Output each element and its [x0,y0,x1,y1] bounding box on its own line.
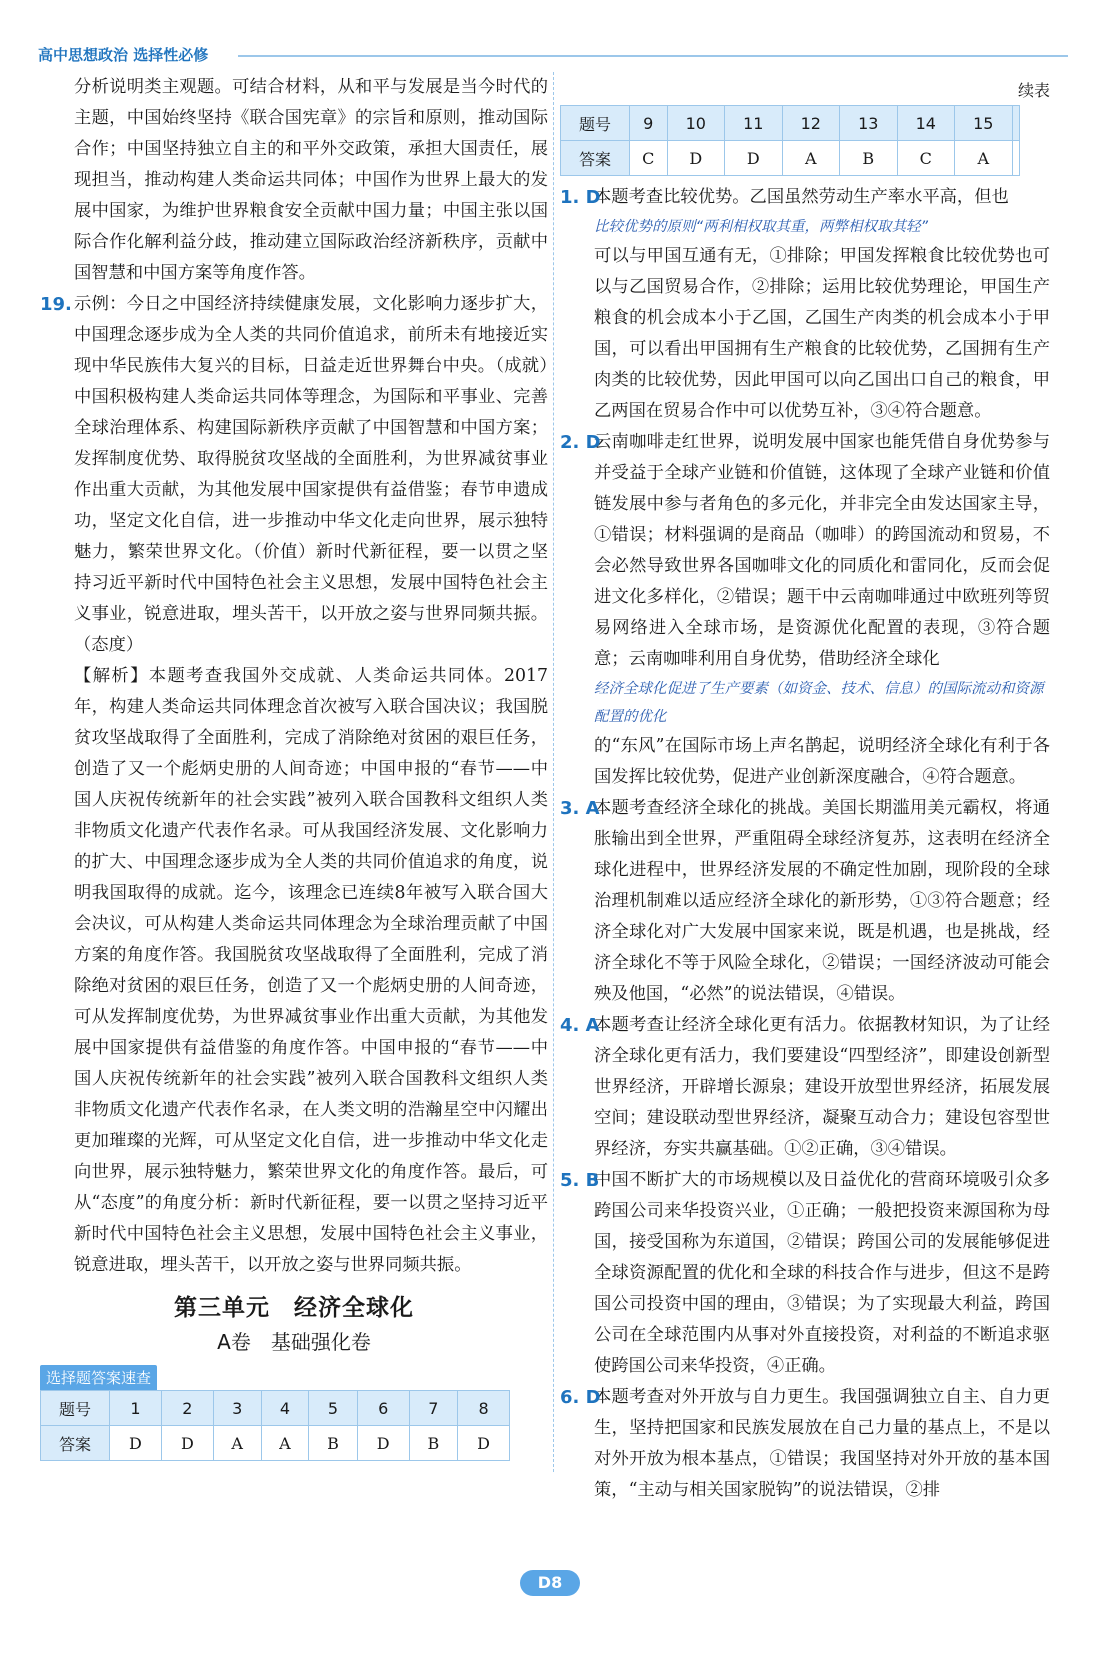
table-header-cell: 答案 [41,1426,110,1461]
table-cell: D [161,1426,213,1461]
table-cell: A [782,141,840,176]
table-cell: 3 [213,1391,261,1426]
table-cell: 12 [782,106,840,141]
q19-number: 19. [40,294,72,315]
table-row [561,106,1020,141]
column-divider [553,72,554,1472]
answer-number: 6. D [560,1387,601,1408]
table-cell: C [897,141,955,176]
table-cell: C [630,141,668,176]
answer-text: 本题考查经济全球化的挑战。美国长期滥用美元霸权，将通胀输出到全世界，严重阻碍全球经济复苏，这表明在经济全球化进程中，世界经济发展的不确定性加剧，现阶段的全球治理机制难以适应经济全球化的新形势，①③符合题意；经济全球化对广大发展中国家来说，既是机遇，也是挑战，经济全球化不等于风险全球化，②错误；一国经济波动可能会殃及他国，“必然”的说法错误，④错误。 [594,798,1050,1004]
answer-number: 5. B [560,1170,600,1191]
answer-item-6 [560,1382,1050,1506]
continued-table-label: 续表 [1017,81,1050,100]
handwritten-note: 经济全球化促进了生产要素（如资金、技术、信息）的国际流动和资源配置的优化 [594,681,1044,725]
right-column [560,78,1050,1506]
answer-number: 2. D [560,432,601,453]
table-cell: B [409,1426,457,1461]
table-cell: D [357,1426,409,1461]
table-cell: 8 [458,1391,510,1426]
table-cell: D [667,141,725,176]
table-cell: 14 [897,106,955,141]
answer-item-5 [560,1165,1050,1382]
table-row [41,1426,510,1461]
table-cell: D [725,141,783,176]
q19-text: 示例：今日之中国经济持续健康发展，文化影响力逐步扩大，中国理念逐步成为全人类的共同价值追求，前所未有地接近实现中华民族伟大复兴的目标，日益走近世界舞台中央。（成就）中国积极构建人类命运共同体等理念，为国际和平事业、完善全球治理体系、构建国际新秩序贡献了中国智慧和中国方案；发挥制度优势、取得脱贫攻坚战的全面胜利，为世界减贫事业作出重大贡献，为其他发展中国家提供有益借鉴；春节申遗成功，坚定文化自信，进一步推动中华文化走向世界，展示独特魅力，繁荣世界文化。（价值）新时代新征程，要一以贯之坚持习近平新时代中国特色社会主义思想，发展中国特色社会主义事业，锐意进取，埋头苦干，以开放之姿与世界同频共振。（态度） [74,294,548,655]
table-cell [1012,106,1019,141]
table-cell: D [110,1426,162,1461]
answer-item-1 [560,182,1050,427]
table-cell: 15 [955,106,1013,141]
table-cell: 4 [261,1391,309,1426]
page-header [38,44,1068,66]
unit-title: 第三单元 经济全球化 [174,1295,414,1321]
answer-text: 中国不断扩大的市场规模以及日益优化的营商环境吸引众多跨国公司来华投资兴业，①正确；一般把投资来源国称为母国，接受国称为东道国，②错误；跨国公司的发展能够促进全球资源配置的优化和全球的科技合作与进步，但这不是跨国公司投资中国的理由，③错误；为了实现最大利益，跨国公司在全球范围内从事对外直接投资，对利益的不断追求驱使跨国公司来华投资，④正确。 [594,1170,1050,1376]
header-divider [238,55,1068,57]
table-cell: A [955,141,1013,176]
table-cell: A [261,1426,309,1461]
answer-item-3 [560,793,1050,1010]
answer-number: 3. A [560,798,600,819]
table-row [41,1391,510,1426]
table-header-cell: 题号 [561,106,630,141]
table-cell: 5 [309,1391,357,1426]
answer-number: 1. D [560,187,601,208]
left-column [40,72,548,1461]
table-cell: B [840,141,898,176]
answer-number: 4. A [560,1015,600,1036]
answer-text: 本题考查比较优势。乙国虽然劳动生产率水平高，但也 [594,187,1009,207]
table-cell: 2 [161,1391,213,1426]
table-cell: 9 [630,106,668,141]
q18-continued-text: 分析说明类主观题。可结合材料，从和平与发展是当今时代的主题，中国始终坚持《联合国宪章》的宗旨和原则，推动国际合作；中国坚持独立自主的和平外交政策，承担大国责任，展现担当，推动构建人类命运共同体；中国作为世界上最大的发展中国家，为维护世界粮食安全贡献中国力量；中国主张以国际合作化解利益分歧，推动建立国际政治经济新秩序，贡献中国智慧和中国方案等角度作答。 [74,77,548,283]
table-cell: A [213,1426,261,1461]
table-cell: 6 [357,1391,409,1426]
table-cell: 11 [725,106,783,141]
answer-text: 可以与甲国互通有无，①排除；甲国发挥粮食比较优势也可以与乙国贸易合作，②排除；运用比较优势理论，甲国生产粮食的机会成本小于乙国，乙国生产肉类的机会成本小于甲国，可以看出甲国拥有生产粮食的比较优势，乙国拥有生产肉类的比较优势，因此甲国可以向乙国出口自己的粮食，甲乙两国在贸易合作中可以优势互补，③④符合题意。 [594,246,1050,421]
table-cell [1012,141,1019,176]
answer-text: 本题考查让经济全球化更有活力。依据教材知识，为了让经济全球化更有活力，我们要建设“四型经济”，即建设创新型世界经济，开辟增长源泉；建设开放型世界经济，拓展发展空间；建设联动型世界经济，凝聚互动合力；建设包容型世界经济，夯实共赢基础。①②正确，③④错误。 [594,1015,1050,1159]
answer-item-4 [560,1010,1050,1165]
page-number: D8 [520,1570,580,1596]
answer-table-2 [560,105,1020,176]
answer-table-1 [40,1390,510,1461]
table-header-cell: 答案 [561,141,630,176]
table-cell: 7 [409,1391,457,1426]
answer-item-2 [560,427,1050,793]
answer-text: 的“东风”在国际市场上声名鹊起，说明经济全球化有利于各国发挥比较优势，促进产业创新深度融合，④符合题意。 [594,736,1050,787]
table-cell: B [309,1426,357,1461]
q19-analysis: 【解析】本题考查我国外交成就、人类命运共同体。2017年，构建人类命运共同体理念首次被写入联合国决议；我国脱贫攻坚战取得了全面胜利，完成了消除绝对贫困的艰巨任务，创造了又一个彪炳史册的人间奇迹；中国申报的“春节——中国人庆祝传统新年的社会实践”被列入联合国教科文组织人类非物质文化遗产代表作名录。可从我国经济发展、文化影响力的扩大、中国理念逐步成为全人类的共同价值追求的角度，说明我国取得的成就。迄今，该理念已连续8年被写入联合国大会决议，可从构建人类命运共同体理念为全球治理贡献了中国方案的角度作答。我国脱贫攻坚战取得了全面胜利，完成了消除绝对贫困的艰巨任务，创造了又一个彪炳史册的人间奇迹，可从发挥制度优势，为世界减贫事业作出重大贡献，为其他发展中国家提供有益借鉴的角度作答。中国申报的“春节——中国人庆祝传统新年的社会实践”被列入联合国教科文组织人类非物质文化遗产代表作名录，在人类文明的浩瀚星空中闪耀出更加璀璨的光辉，可从坚定文化自信，进一步推动中华文化走向世界，展示独特魅力，繁荣世界文化的角度作答。最后，可从“态度”的角度分析：新时代新征程，要一以贯之坚持习近平新时代中国特色社会主义思想，发展中国特色社会主义事业，锐意进取，埋头苦干，以开放之姿与世界同频共振。 [74,666,548,1275]
table-row [561,141,1020,176]
table-cell: D [458,1426,510,1461]
answer-text: 云南咖啡走红世界，说明发展中国家也能凭借自身优势参与并受益于全球产业链和价值链，这体现了全球产业链和价值链发展中参与者角色的多元化，并非完全由发达国家主导，①错误；材料强调的是商品（咖啡）的跨国流动和贸易，不会必然导致世界各国咖啡文化的同质化和雷同化，反而会促进文化多样化，②错误；题干中云南咖啡通过中欧班列等贸易网络进入全球市场，是资源优化配置的表现，③符合题意；云南咖啡利用自身优势，借助经济全球化 [594,432,1050,669]
unit-subtitle: A卷 基础强化卷 [217,1330,371,1354]
table-cell: 13 [840,106,898,141]
q19-answer [40,289,548,661]
table-header-cell: 题号 [41,1391,110,1426]
table-cell: 1 [110,1391,162,1426]
table-cell: 10 [667,106,725,141]
quick-answer-label: 选择题答案速查 [40,1365,157,1390]
answer-text: 本题考查对外开放与自力更生。我国强调独立自主、自力更生，坚持把国家和民族发展放在自己力量的基点上，不是以对外开放为根本基点，①错误；我国坚持对外开放的基本国策，“主动与相关国家脱钩”的说法错误，②排 [594,1387,1050,1500]
handwritten-note: 比较优势的原则“两利相权取其重，两弊相权取其轻” [594,219,929,235]
header-title: 高中思想政治 选择性必修 [38,46,209,64]
